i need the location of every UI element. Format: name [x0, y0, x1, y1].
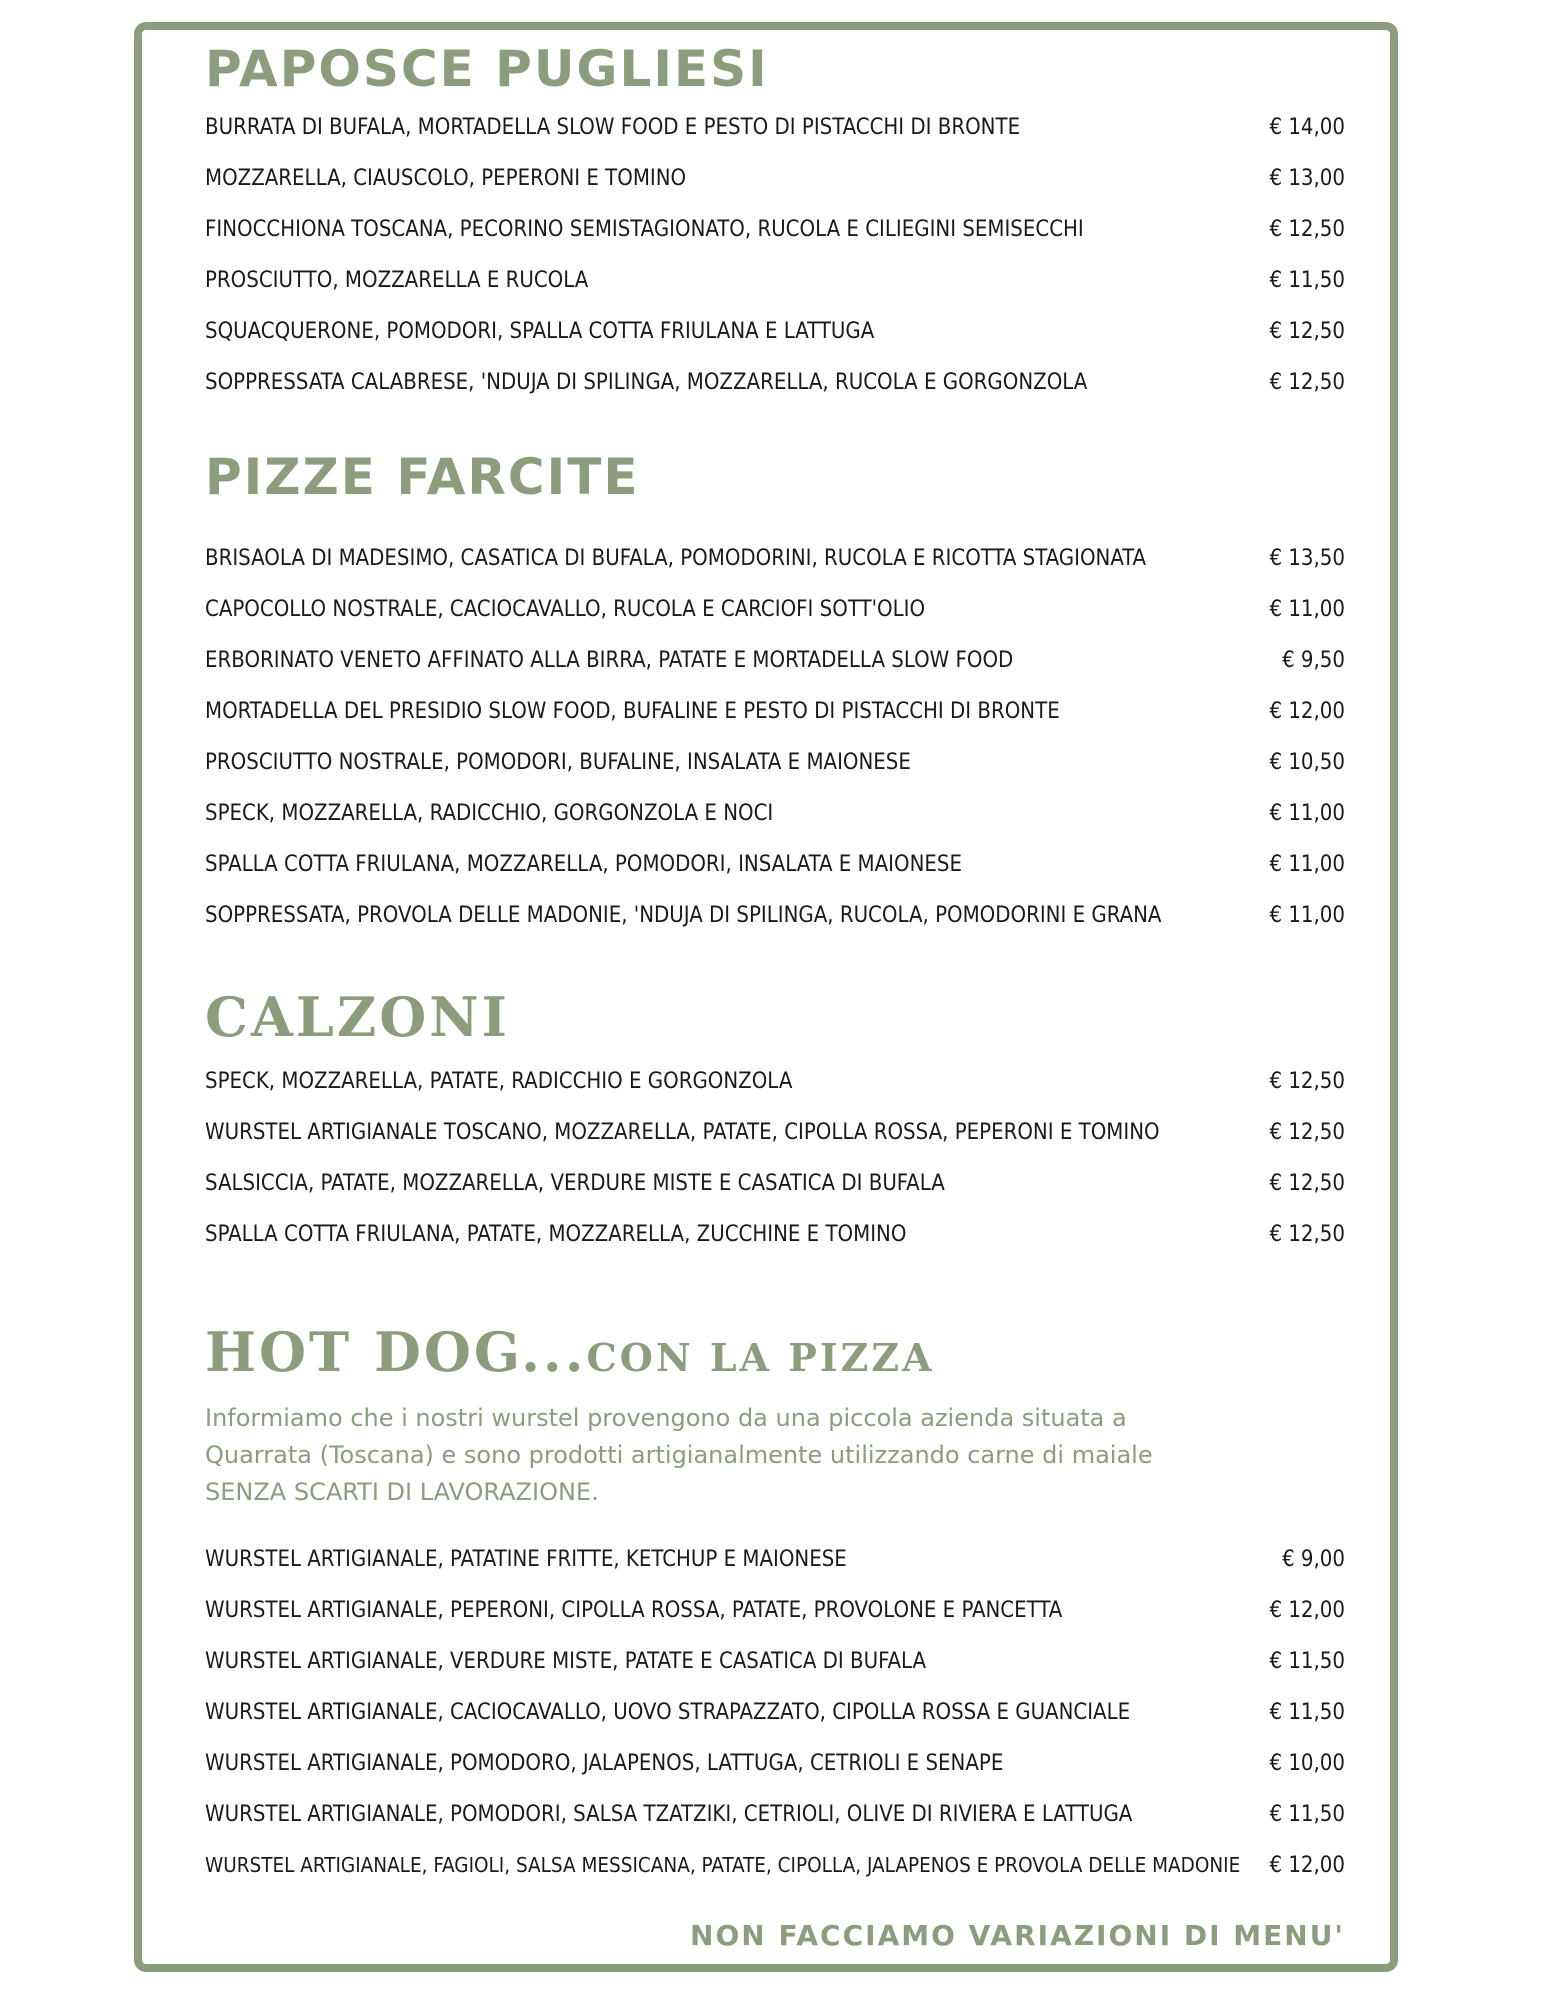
item-description: WURSTEL ARTIGIANALE, VERDURE MISTE, PATATE E CASATICA DI BUFALA [205, 1649, 927, 1674]
menu-item [205, 839, 1345, 890]
section-title-calzoni: CALZONI [205, 985, 510, 1049]
item-price: € 11,00 [1269, 597, 1345, 622]
menu-item [205, 1158, 1345, 1209]
menu-item [205, 686, 1345, 737]
menu-item [205, 1056, 1345, 1107]
menu-item [205, 1687, 1345, 1738]
item-description: SPECK, MOZZARELLA, RADICCHIO, GORGONZOLA E NOCI [205, 801, 774, 826]
item-description: WURSTEL ARTIGIANALE, CACIOCAVALLO, UOVO STRAPAZZATO, CIPOLLA ROSSA E GUANCIALE [205, 1700, 1131, 1725]
item-description: ERBORINATO VENETO AFFINATO ALLA BIRRA, PATATE E MORTADELLA SLOW FOOD [205, 648, 1014, 673]
item-description: MORTADELLA DEL PRESIDIO SLOW FOOD, BUFALINE E PESTO DI PISTACCHI DI BRONTE [205, 699, 1060, 724]
paposce-list [205, 102, 1345, 408]
item-price: € 12,50 [1269, 1171, 1345, 1196]
menu-item [205, 306, 1345, 357]
item-price: € 13,50 [1269, 546, 1345, 571]
item-description: WURSTEL ARTIGIANALE, FAGIOLI, SALSA MESSICANA, PATATE, CIPOLLA, JALAPENOS E PROVOLA DELLE MADONIE [205, 1853, 1241, 1877]
item-price: € 11,50 [1269, 1649, 1345, 1674]
menu-item [205, 102, 1345, 153]
item-description: WURSTEL ARTIGIANALE, PATATINE FRITTE, KETCHUP E MAIONESE [205, 1547, 847, 1572]
hot-dog-subtitle: CON LA PIZZA [586, 1335, 935, 1380]
item-description: CAPOCOLLO NOSTRALE, CACIOCAVALLO, RUCOLA E CARCIOFI SOTT'OLIO [205, 597, 926, 622]
item-description: SPALLA COTTA FRIULANA, PATATE, MOZZARELLA, ZUCCHINE E TOMINO [205, 1222, 907, 1247]
menu-item [205, 1209, 1345, 1260]
wurstel-note [205, 1400, 1153, 1511]
item-price: € 9,50 [1282, 648, 1345, 673]
menu-item [205, 204, 1345, 255]
item-price: € 9,00 [1282, 1547, 1345, 1572]
item-price: € 13,00 [1269, 166, 1345, 191]
hot-dog-title: HOT DOG... [205, 1320, 587, 1384]
menu-item [205, 533, 1345, 584]
menu-item [205, 1534, 1345, 1585]
item-description: SOPPRESSATA, PROVOLA DELLE MADONIE, 'NDUJA DI SPILINGA, RUCOLA, POMODORINI E GRANA [205, 903, 1162, 928]
menu-item [205, 153, 1345, 204]
item-price: € 11,00 [1269, 903, 1345, 928]
item-description: WURSTEL ARTIGIANALE, POMODORO, JALAPENOS, LATTUGA, CETRIOLI E SENAPE [205, 1751, 1004, 1776]
no-variations-notice: NON FACCIAMO VARIAZIONI DI MENU' [690, 1919, 1345, 1952]
item-price: € 11,50 [1269, 1802, 1345, 1827]
item-price: € 12,50 [1269, 370, 1345, 395]
item-description: SOPPRESSATA CALABRESE, 'NDUJA DI SPILINGA, MOZZARELLA, RUCOLA E GORGONZOLA [205, 370, 1088, 395]
item-price: € 12,00 [1269, 699, 1345, 724]
calzoni-list [205, 1056, 1345, 1260]
item-price: € 14,00 [1269, 115, 1345, 140]
item-price: € 12,50 [1269, 319, 1345, 344]
item-description: SPALLA COTTA FRIULANA, MOZZARELLA, POMODORI, INSALATA E MAIONESE [205, 852, 962, 877]
item-price: € 12,50 [1269, 1222, 1345, 1247]
menu-item [205, 1585, 1345, 1636]
note-line: SENZA SCARTI DI LAVORAZIONE. [205, 1478, 599, 1506]
menu-item [205, 1840, 1345, 1891]
section-title-paposce: PAPOSCE PUGLIESI [205, 40, 769, 98]
item-price: € 11,50 [1269, 1700, 1345, 1725]
item-description: SQUACQUERONE, POMODORI, SPALLA COTTA FRIULANA E LATTUGA [205, 319, 875, 344]
menu-item [205, 1738, 1345, 1789]
pizze-farcite-list [205, 533, 1345, 941]
item-description: WURSTEL ARTIGIANALE, POMODORI, SALSA TZATZIKI, CETRIOLI, OLIVE DI RIVIERA E LATTUGA [205, 1802, 1133, 1827]
item-price: € 12,00 [1269, 1598, 1345, 1623]
item-price: € 11,50 [1269, 268, 1345, 293]
item-price: € 12,50 [1269, 217, 1345, 242]
item-description: SALSICCIA, PATATE, MOZZARELLA, VERDURE MISTE E CASATICA DI BUFALA [205, 1171, 945, 1196]
item-price: € 12,50 [1269, 1120, 1345, 1145]
menu-item [205, 1789, 1345, 1840]
menu-item [205, 737, 1345, 788]
menu-item [205, 635, 1345, 686]
item-price: € 12,00 [1269, 1853, 1345, 1878]
item-description: BRISAOLA DI MADESIMO, CASATICA DI BUFALA, POMODORINI, RUCOLA E RICOTTA STAGIONATA [205, 546, 1147, 571]
section-title-hot-dog [205, 1320, 935, 1384]
item-price: € 12,50 [1269, 1069, 1345, 1094]
item-description: PROSCIUTTO NOSTRALE, POMODORI, BUFALINE, INSALATA E MAIONESE [205, 750, 911, 775]
hot-dog-list [205, 1534, 1345, 1891]
item-price: € 11,00 [1269, 801, 1345, 826]
item-description: WURSTEL ARTIGIANALE TOSCANO, MOZZARELLA, PATATE, CIPOLLA ROSSA, PEPERONI E TOMINO [205, 1120, 1160, 1145]
item-price: € 10,00 [1269, 1751, 1345, 1776]
item-description: MOZZARELLA, CIAUSCOLO, PEPERONI E TOMINO [205, 166, 687, 191]
note-line: Quarrata (Toscana) e sono prodotti artigianalmente utilizzando carne di maiale [205, 1441, 1153, 1469]
menu-item [205, 890, 1345, 941]
item-description: FINOCCHIONA TOSCANA, PECORINO SEMISTAGIONATO, RUCOLA E CILIEGINI SEMISECCHI [205, 217, 1084, 242]
menu-item [205, 788, 1345, 839]
item-price: € 11,00 [1269, 852, 1345, 877]
section-title-pizze-farcite: PIZZE FARCITE [205, 448, 640, 506]
menu-item [205, 584, 1345, 635]
item-description: SPECK, MOZZARELLA, PATATE, RADICCHIO E GORGONZOLA [205, 1069, 793, 1094]
item-price: € 10,50 [1269, 750, 1345, 775]
menu-item [205, 1636, 1345, 1687]
menu-item [205, 1107, 1345, 1158]
menu-item [205, 255, 1345, 306]
menu-item [205, 357, 1345, 408]
item-description: BURRATA DI BUFALA, MORTADELLA SLOW FOOD E PESTO DI PISTACCHI DI BRONTE [205, 115, 1021, 140]
note-line: Informiamo che i nostri wurstel provengono da una piccola azienda situata a [205, 1404, 1127, 1432]
item-description: PROSCIUTTO, MOZZARELLA E RUCOLA [205, 268, 589, 293]
item-description: WURSTEL ARTIGIANALE, PEPERONI, CIPOLLA ROSSA, PATATE, PROVOLONE E PANCETTA [205, 1598, 1063, 1623]
